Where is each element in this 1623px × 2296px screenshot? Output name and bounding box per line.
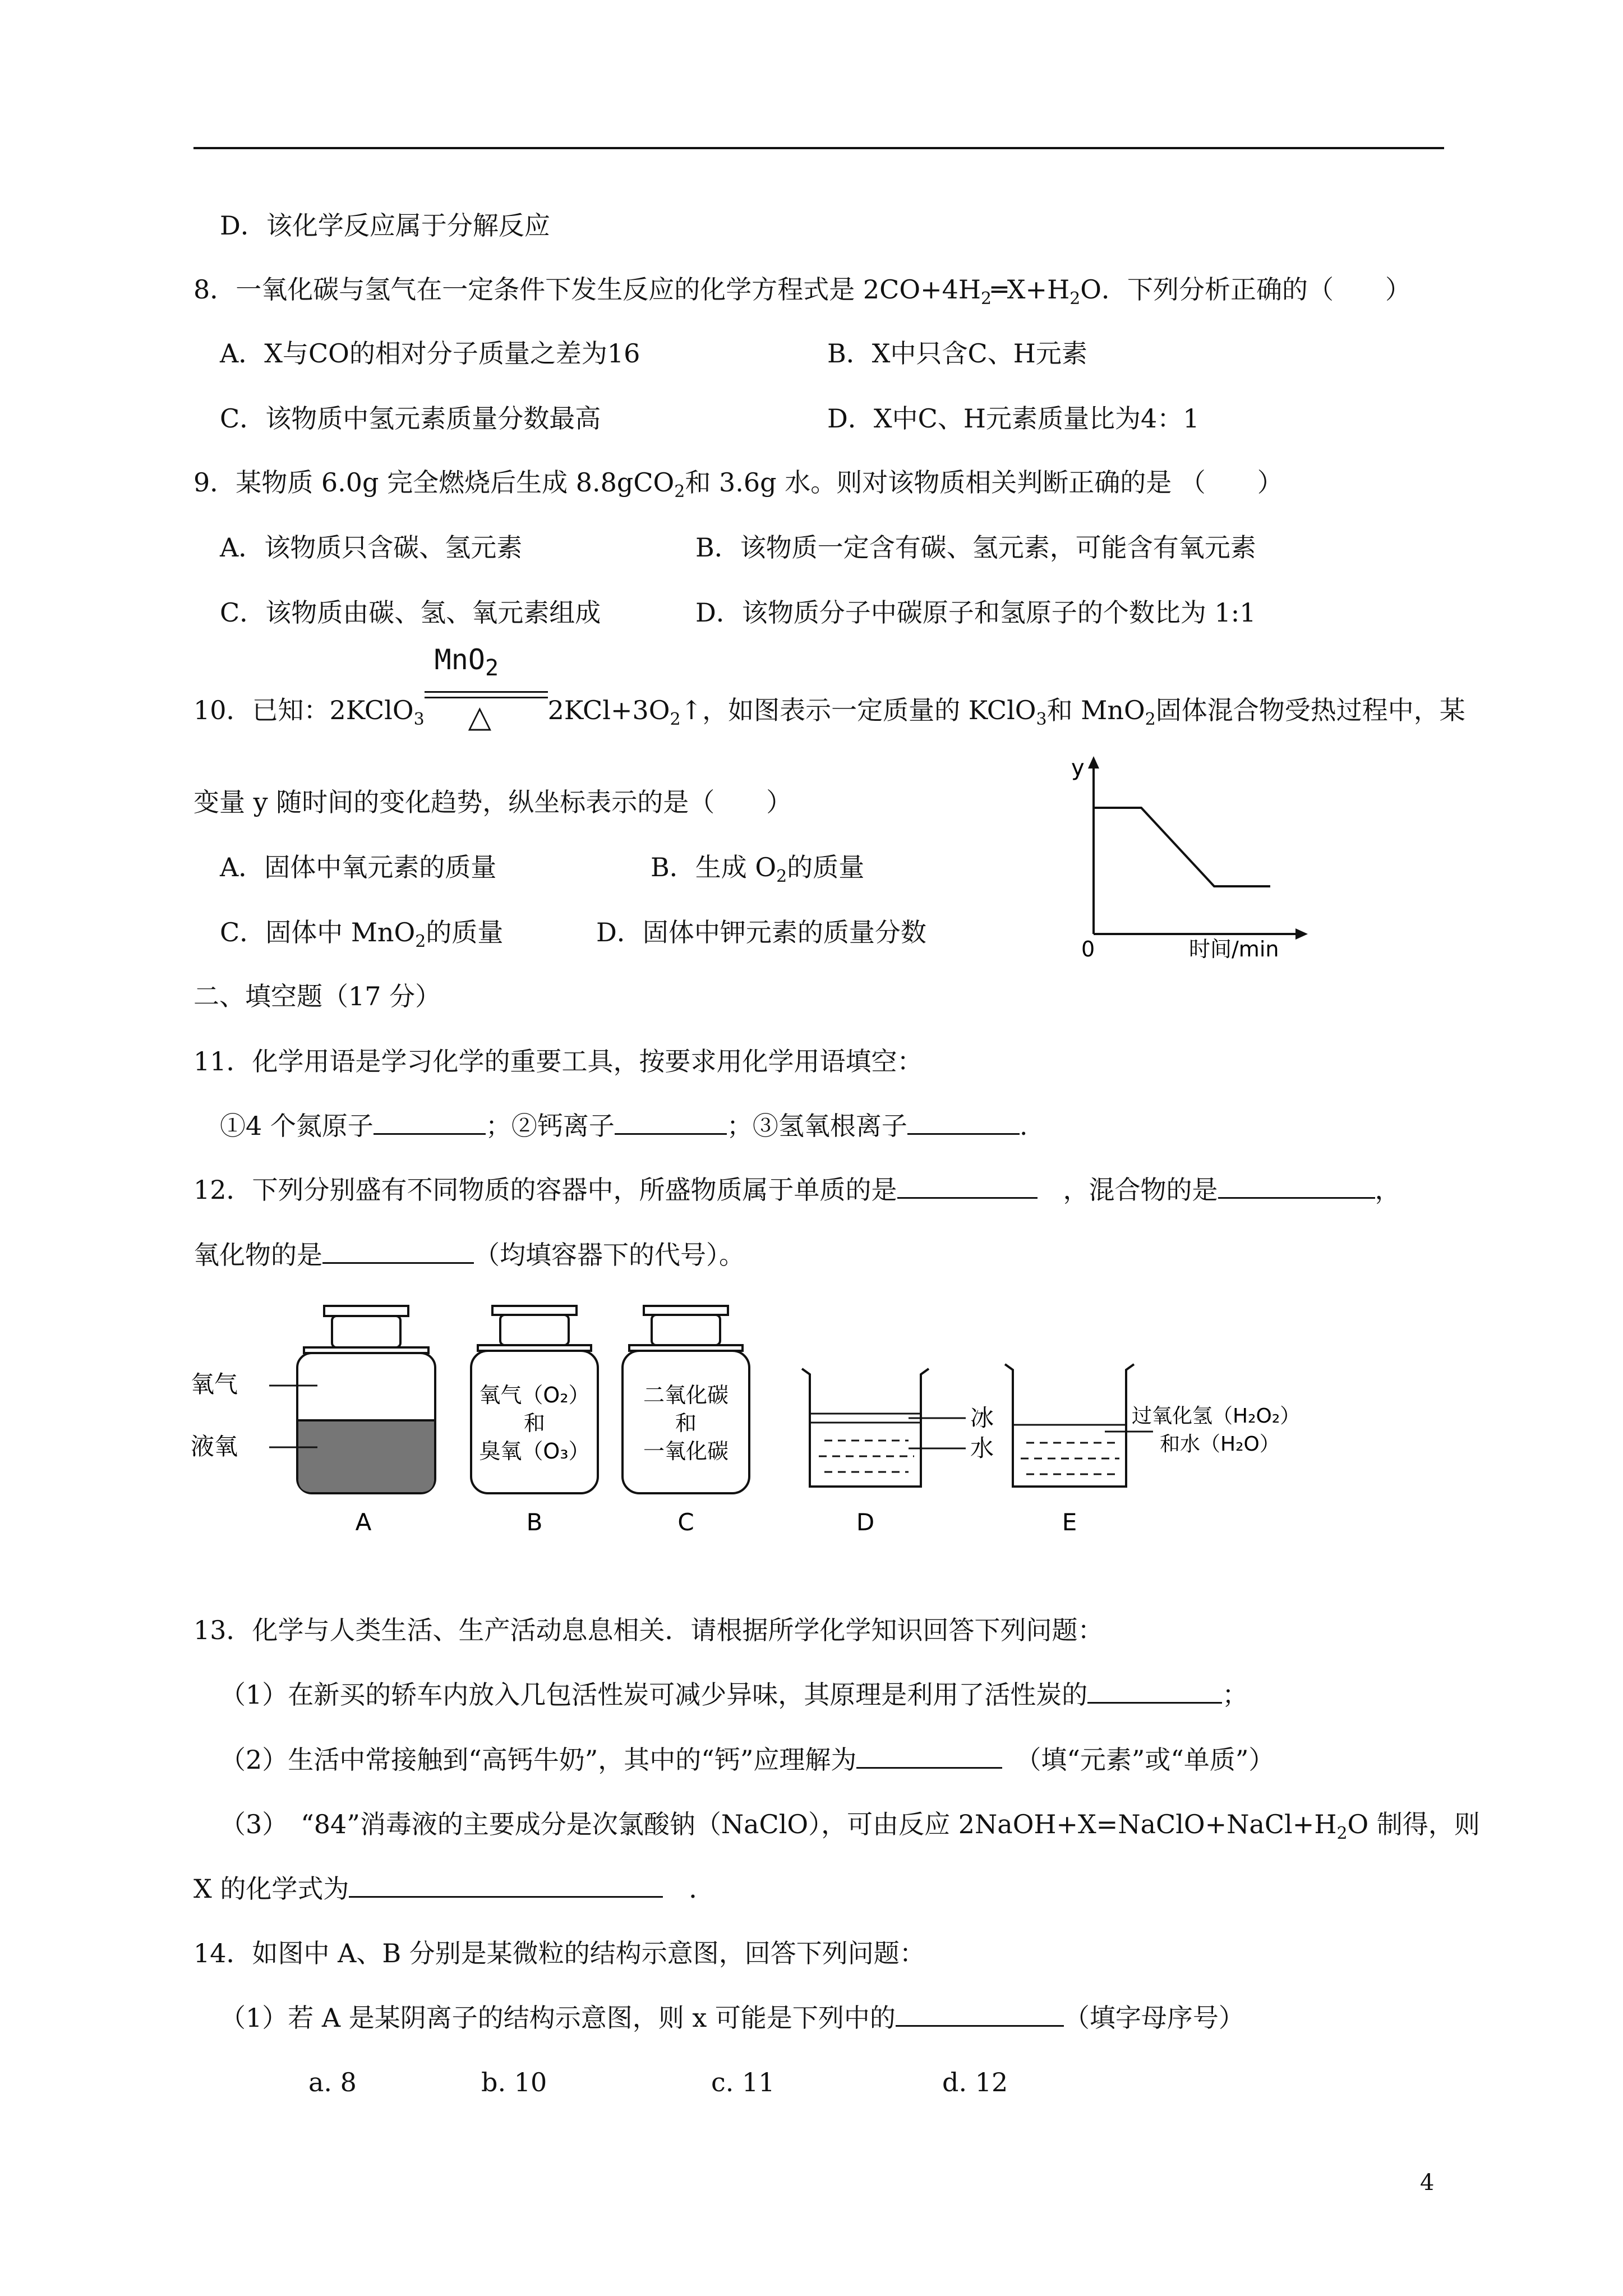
q13-part1: （1）在新买的轿车内放入几包活性炭可减少异味，其原理是利用了活性炭的 ； bbox=[220, 1677, 1248, 1711]
q7-option-d: D．该化学反应属于分解反应 bbox=[220, 210, 550, 241]
q11-question: 11．化学用语是学习化学的重要工具，按要求用化学用语填空： bbox=[193, 1046, 923, 1076]
label-e: E bbox=[1062, 1508, 1077, 1536]
q8-question: 8．一氧化碳与氢气在一定条件下发生反应的化学方程式是 $2CO+4H_2═X+H_2O$．下列分析正确的（ ） bbox=[193, 274, 1412, 309]
q12-line2: 氧化物的是 （均填容器下的代号）。 bbox=[193, 1237, 745, 1272]
q10-question: 10．已知：2KClO$_3$ MnO$_2$ △ $2KCl+3O_2↑$，如图表示一定质量的 KClO$_3$和 MnO$_2$固体混合物受热过程中，某 bbox=[193, 643, 1465, 734]
container-c bbox=[623, 1306, 749, 1493]
label-b-line1: 氧气（O₂） bbox=[479, 1383, 590, 1407]
q8-option-d: D．X中C、H元素质量比为4：1 bbox=[827, 403, 1200, 434]
q14-option-d: d. 12 bbox=[942, 2067, 1008, 2097]
trend-line bbox=[1094, 808, 1270, 886]
q14-part1: （1）若 A 是某阴离子的结构示意图，则 x 可能是下列中的 （填字母序号） bbox=[220, 2000, 1244, 2035]
q10-graph bbox=[1054, 752, 1312, 959]
q13-part3: （3） “84”消毒液的主要成分是次氯酸钠（NaClO），可由反应 $2NaOH+X=NaClO+NaCl+H_2O$ 制得，则 bbox=[220, 1809, 1480, 1844]
q13-part2: （2）生活中常接触到“高钙牛奶”，其中的“钙”应理解为 （填“元素”或“单质”） bbox=[220, 1742, 1274, 1777]
q8-option-b: B．X中只含C、H元素 bbox=[827, 338, 1087, 369]
answer-blank[interactable] bbox=[1218, 1172, 1375, 1199]
equation-bar-bottom bbox=[425, 697, 548, 698]
container-a bbox=[191, 1306, 435, 1493]
label-ice: 冰 bbox=[970, 1404, 994, 1432]
y-axis-arrow bbox=[1088, 756, 1099, 769]
y-axis-label: y bbox=[1071, 755, 1085, 781]
container-e bbox=[1005, 1364, 1300, 1487]
q10-line2: 变量 y 随时间的变化趋势，纵坐标表示的是（ ） bbox=[193, 787, 792, 817]
label-liquid-oxygen: 液氧 bbox=[191, 1433, 238, 1460]
label-c-line3: 一氧化碳 bbox=[643, 1439, 729, 1464]
q12-question: 12．下列分别盛有不同物质的容器中，所盛物质属于单质的是 ，混合物的是 ， bbox=[193, 1172, 1401, 1207]
origin-label: 0 bbox=[1081, 937, 1095, 959]
answer-blank[interactable] bbox=[856, 1742, 1002, 1769]
catalyst-label: MnO$_2$ bbox=[434, 643, 499, 681]
label-d: D bbox=[856, 1508, 875, 1536]
answer-blank[interactable] bbox=[374, 1108, 486, 1135]
q10-option-b: B．生成 $O_2$的质量 bbox=[651, 852, 865, 887]
q10-option-c: C．固体中 MnO$_2$的质量 bbox=[220, 917, 504, 952]
q9-option-b: B．该物质一定含有碳、氢元素，可能含有氧元素 bbox=[695, 532, 1256, 563]
q9-option-c: C．该物质由碳、氢、氧元素组成 bbox=[220, 597, 601, 628]
q13-part3-line2: X 的化学式为 ． bbox=[193, 1871, 714, 1906]
q9-option-a: A．该物质只含碳、氢元素 bbox=[220, 532, 523, 563]
q8-option-c: C．该物质中氢元素质量分数最高 bbox=[220, 403, 601, 434]
heat-symbol: △ bbox=[468, 699, 492, 734]
container-d bbox=[802, 1369, 994, 1487]
label-b-line2: 和 bbox=[523, 1411, 546, 1435]
label-oxygen: 氧气 bbox=[191, 1370, 238, 1398]
q9-option-d: D．该物质分子中碳原子和氢原子的个数比为 1:1 bbox=[695, 597, 1256, 628]
x-axis-arrow bbox=[1295, 928, 1308, 940]
header-rule bbox=[193, 147, 1444, 149]
q13-question: 13．化学与人类生活、生产活动息息相关．请根据所学化学知识回答下列问题： bbox=[193, 1615, 1104, 1645]
q14-option-a: a. 8 bbox=[308, 2067, 357, 2097]
answer-blank[interactable] bbox=[322, 1237, 474, 1264]
answer-blank[interactable] bbox=[897, 1172, 1038, 1199]
q12-containers-figure bbox=[185, 1296, 1340, 1543]
equation-bar-top bbox=[425, 691, 548, 693]
answer-blank[interactable] bbox=[896, 2000, 1064, 2027]
q10-option-a: A．固体中氧元素的质量 bbox=[220, 852, 497, 882]
q8-option-a: A．X与CO的相对分子质量之差为16 bbox=[220, 338, 640, 369]
label-c-line2: 和 bbox=[675, 1411, 697, 1435]
label-c-line1: 二氧化碳 bbox=[643, 1383, 729, 1407]
x-axis-label: 时间/min bbox=[1189, 937, 1279, 959]
label-c: C bbox=[677, 1508, 694, 1536]
q14-option-c: c. 11 bbox=[711, 2067, 775, 2097]
page-number: 4 bbox=[1420, 2170, 1435, 2196]
section-title: 二、填空题（17 分） bbox=[193, 981, 441, 1011]
q14-question: 14．如图中 A、B 分别是某微粒的结构示意图，回答下列问题： bbox=[193, 1938, 925, 1968]
q9-question: 9．某物质 6.0g 完全燃烧后生成 8.8gCO$_2$和 3.6g 水。则对该物质相关判断正确的是 （ ） bbox=[193, 467, 1283, 502]
answer-blank[interactable] bbox=[615, 1108, 727, 1135]
q11-items: ①4 个氮原子 ；②钙离子 ；③氢氧根离子 . bbox=[220, 1108, 1028, 1143]
answer-blank[interactable] bbox=[1087, 1677, 1222, 1704]
label-e-line2: 和水（H₂O） bbox=[1160, 1433, 1280, 1456]
label-a: A bbox=[355, 1508, 372, 1536]
answer-blank[interactable] bbox=[907, 1108, 1020, 1135]
q14-option-b: b. 10 bbox=[481, 2067, 547, 2097]
answer-blank[interactable] bbox=[349, 1871, 663, 1898]
label-b: B bbox=[526, 1508, 543, 1536]
label-e-line1: 过氧化氢（H₂O₂） bbox=[1132, 1405, 1301, 1428]
label-b-line3: 臭氧（O₃） bbox=[479, 1439, 590, 1464]
container-b bbox=[471, 1306, 598, 1493]
q10-option-d: D．固体中钾元素的质量分数 bbox=[596, 917, 926, 947]
reaction-condition bbox=[425, 643, 548, 734]
label-water: 水 bbox=[970, 1434, 994, 1462]
